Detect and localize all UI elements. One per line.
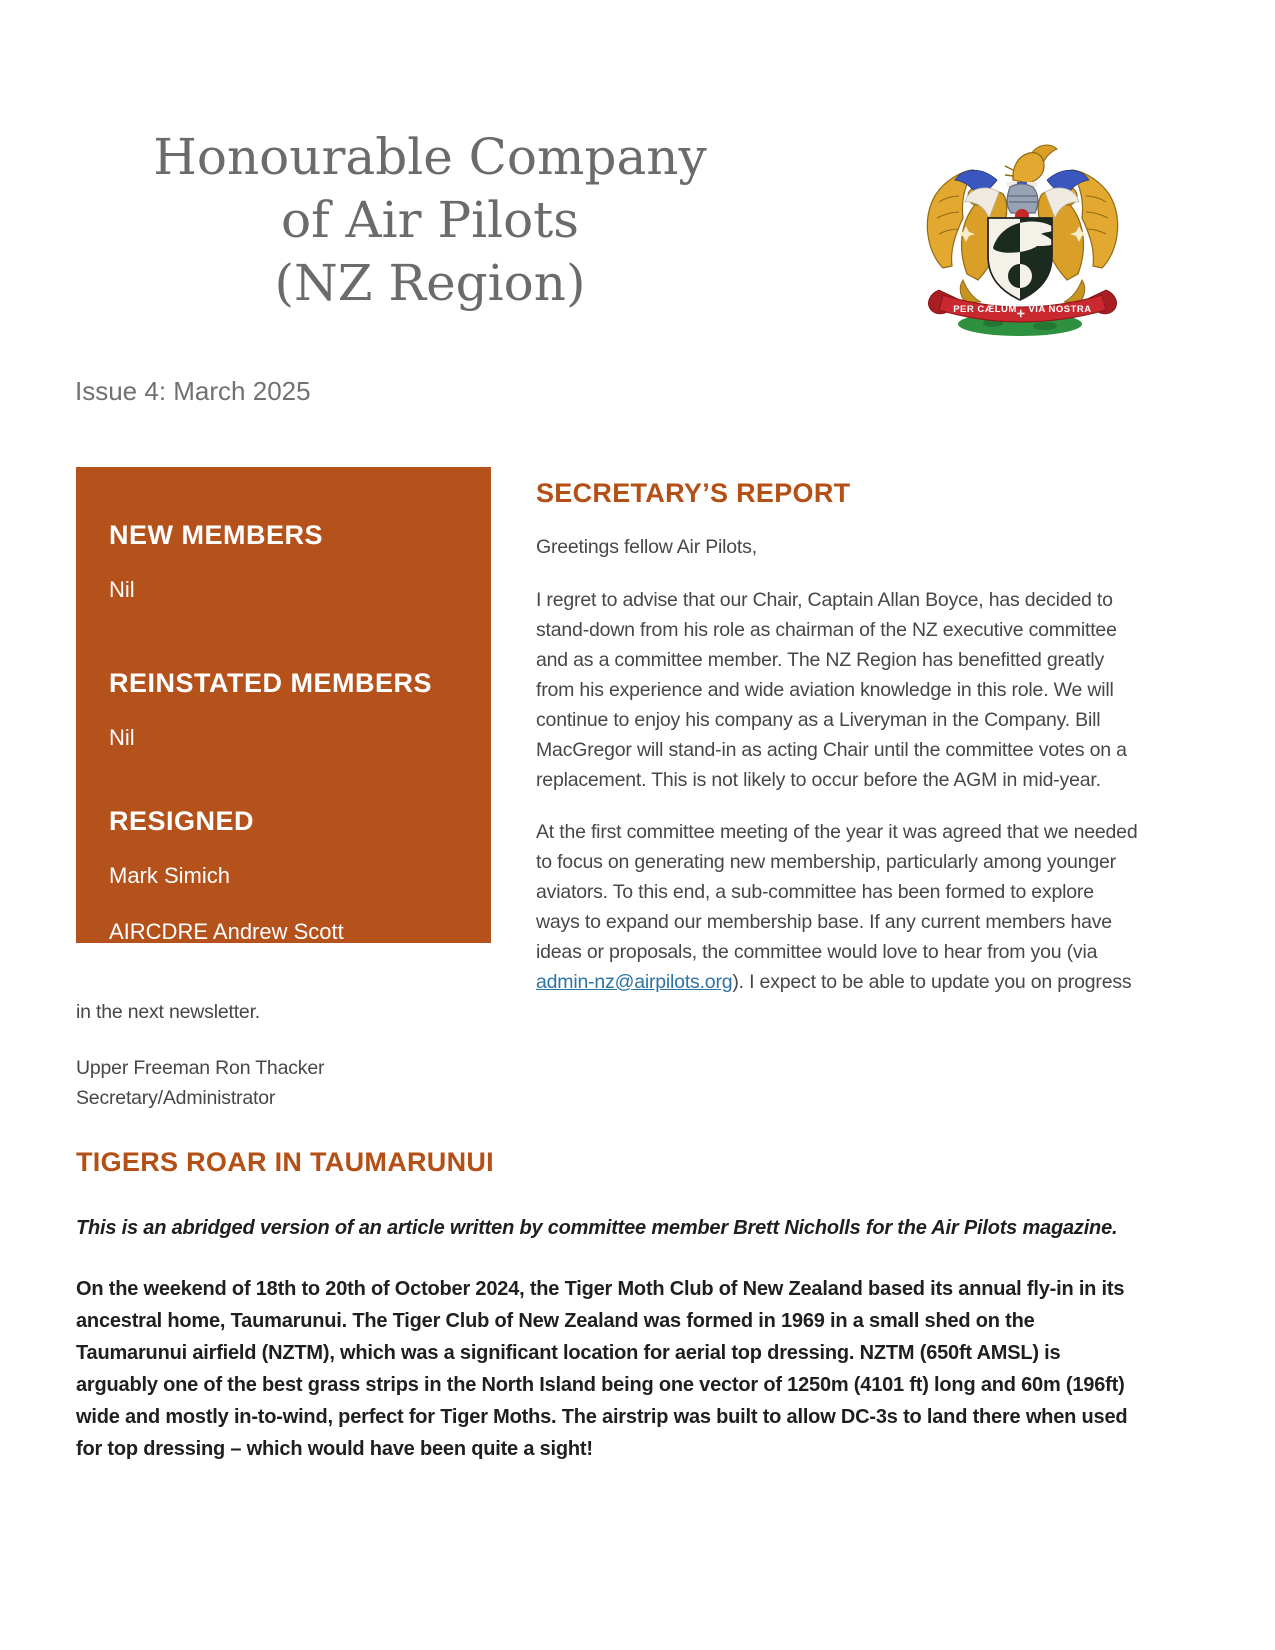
- newsletter-title: [100, 126, 760, 315]
- article-body-paragraph: On the weekend of 18th to 20th of October 2024, the Tiger Moth Club of New Zealand based its annual fly-in in its ancestral home, Taumarunui. The Tiger Club of New Zealand was formed in 1969 in a small shed on the Taumarunui airfield (NZTM), which was a significant location for aerial top dressing. NZTM (650ft AMSL) is arguably one of the best grass strips in the North Island being one vector of 1250m (4101 ft) long and 60m (196ft) wide and mostly in-to-wind, perfect for Tiger Moths. The airstrip was built to allow DC-3s to land there when used for top dressing – which would have been quite a sight!: [76, 1278, 1128, 1460]
- admin-email-link[interactable]: admin-nz@airpilots.org: [536, 971, 733, 993]
- tigers-article-heading: TIGERS ROAR IN TAUMARUNUI: [76, 1147, 494, 1177]
- signature-block: [76, 1053, 1140, 1113]
- crest-shield: [988, 210, 1060, 310]
- reinstated-members-item: Nil: [109, 725, 135, 750]
- title-line-3: (NZ Region): [274, 254, 586, 312]
- main-content: [76, 467, 1140, 1465]
- crest-motto-left: PER CÆLUM: [953, 304, 1017, 315]
- new-members-item: Nil: [109, 577, 135, 602]
- title-line-1: Honourable Company: [153, 128, 707, 186]
- crest-motto-ornament: ✛: [1016, 309, 1026, 320]
- title-line-2: of Air Pilots: [281, 191, 579, 249]
- resigned-heading: RESIGNED: [109, 806, 255, 836]
- members-panel: [76, 467, 491, 943]
- secretary-report-heading: SECRETARY’S REPORT: [536, 478, 851, 508]
- article-intro-note: This is an abridged version of an article written by committee member Brett Nicholls for the Air Pilots magazine.: [76, 1217, 1118, 1239]
- paragraph-2-after-link: ). I expect to be able to update you on progress in the next newsletter.: [76, 971, 1132, 1023]
- resigned-member-2: AIRCDRE Andrew Scott: [109, 919, 344, 944]
- issue-date: Issue 4: March 2025: [75, 376, 311, 406]
- resigned-member-1: Mark Simich: [109, 863, 231, 888]
- secretary-paragraph-1: I regret to advise that our Chair, Captain Allan Boyce, has decided to stand-down from his role as chairman of the NZ executive committee and as a committee member. The NZ Region has benefitted greatly from his experience and wide aviation knowledge in this role. We will continue to enjoy his company as a Liveryman in the Company. Bill MacGregor will stand-in as acting Chair until the committee votes on a replacement. This is not likely to occur before the AGM in mid-year.: [536, 589, 1127, 791]
- members-panel-float: [76, 467, 491, 975]
- crest-helmet: [1007, 184, 1038, 223]
- crest-motto-right: VIA NOSTRA: [1028, 304, 1092, 315]
- signature-name: Upper Freeman Ron Thacker: [76, 1057, 325, 1079]
- coat-of-arms-graphic: [905, 140, 1140, 340]
- crest-winged-lion: [1005, 145, 1057, 183]
- reinstated-members-heading: REINSTATED MEMBERS: [109, 668, 433, 698]
- greeting-line: Greetings fellow Air Pilots,: [536, 536, 757, 558]
- new-members-heading: NEW MEMBERS: [109, 520, 323, 550]
- coat-of-arms: [905, 140, 1140, 340]
- signature-role: Secretary/Administrator: [76, 1087, 276, 1109]
- paragraph-2-before-link: At the first committee meeting of the year it was agreed that we needed to focus on generating new membership, particularly among younger aviators. To this end, a sub-committee has been formed to explore ways to expand our membership base. If any current members have ideas or proposals, the committee would love to hear from you (via: [536, 821, 1138, 963]
